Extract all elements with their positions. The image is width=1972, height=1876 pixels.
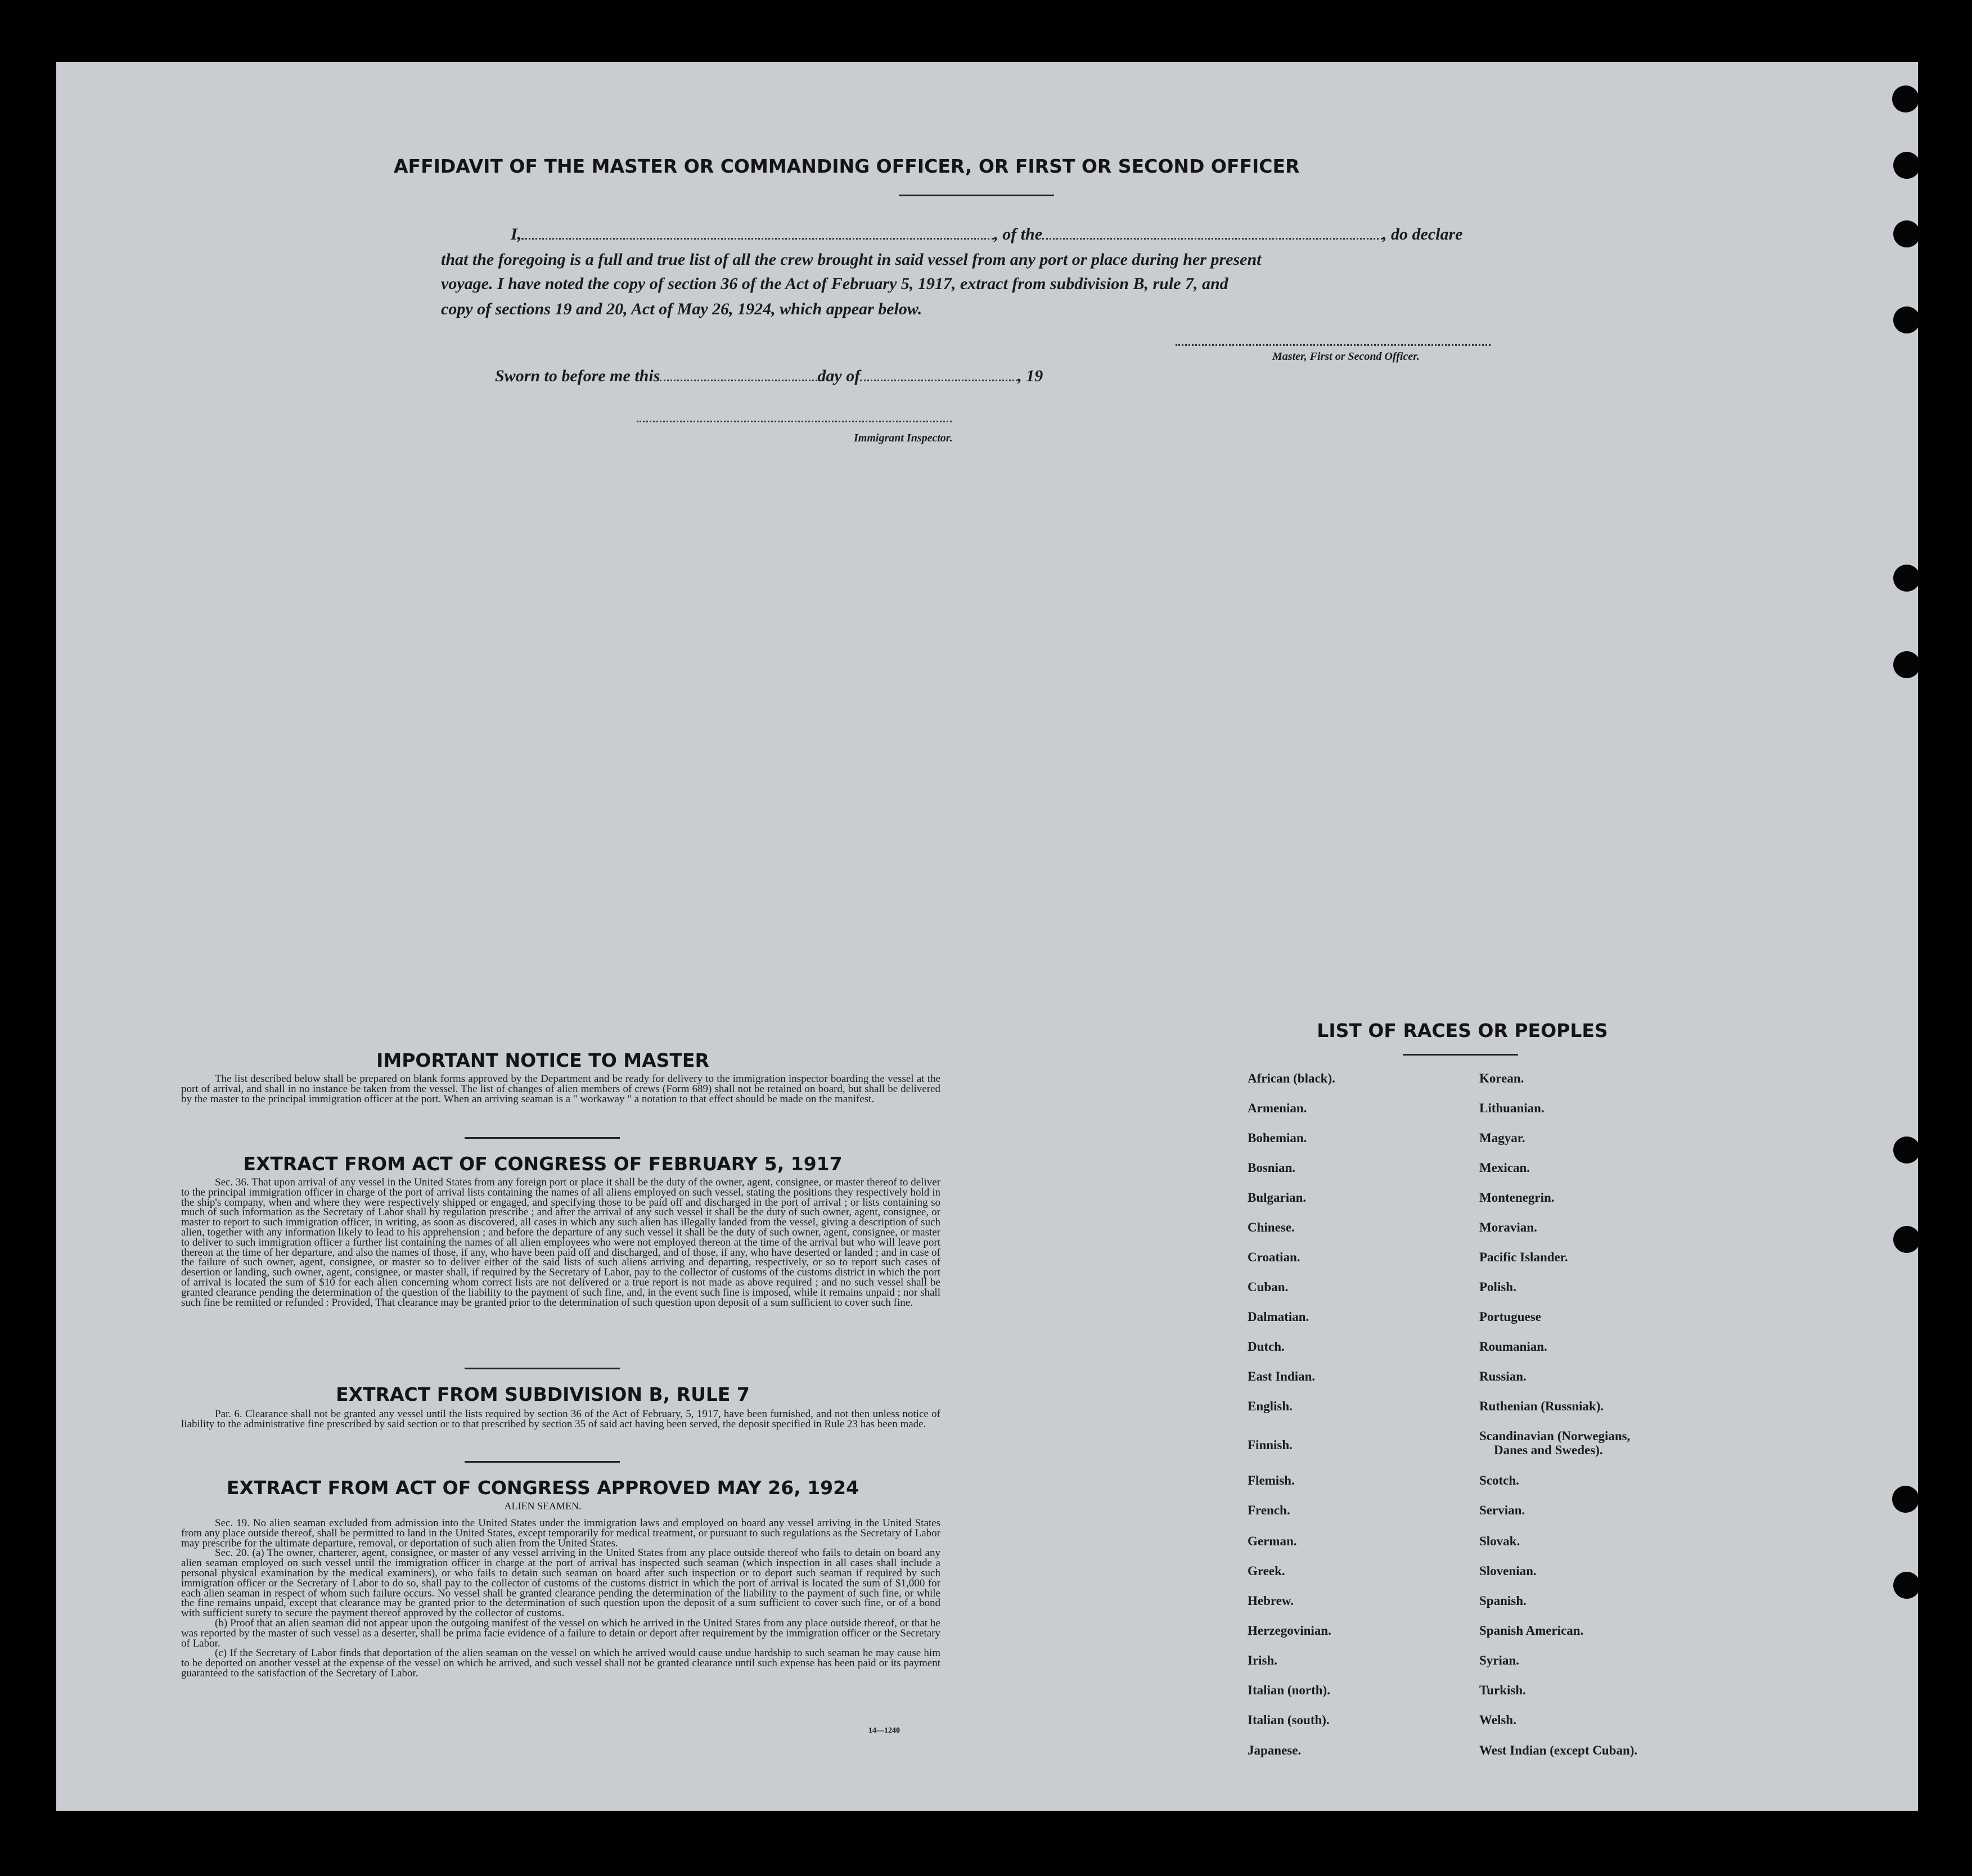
race-left: Bohemian. (1248, 1131, 1307, 1145)
extract-1924-text (181, 1518, 940, 1679)
binder-hole (1893, 152, 1920, 179)
race-right: Servian. (1479, 1503, 1525, 1517)
binder-hole (1893, 220, 1920, 247)
binder-hole (1893, 565, 1920, 592)
races-title: LIST OF RACES OR PEOPLES (1317, 1020, 1608, 1041)
race-left: French. (1248, 1503, 1290, 1517)
race-left: Italian (south). (1248, 1713, 1330, 1727)
affidavit-rule (899, 195, 1054, 196)
sworn-line (495, 367, 1043, 386)
races-rule (1403, 1054, 1518, 1056)
notice-text (181, 1074, 940, 1104)
race-left: Japanese. (1248, 1743, 1302, 1757)
name-blank (521, 236, 994, 240)
inspector-signature-line (637, 421, 952, 422)
race-right: Polish. (1479, 1280, 1516, 1294)
race-right: Pacific Islander. (1479, 1250, 1568, 1264)
form-number: 14—1240 (868, 1726, 900, 1735)
inspector-signature-label: Immigrant Inspector. (854, 432, 953, 444)
sec-20c-paragraph: (c) If the Secretary of Labor finds that deportation of the alien seaman on the vessel on which he arrived would cause undue hardship to such seaman he may cause him to be deported on another vessel at the expense of the vessel on which he arrived, and such vessel shall not be granted clearance until such expense has been paid or its payment guaranteed to the satisfaction of the Secretary of Labor. (181, 1647, 940, 1679)
notice-paragraph: The list described below shall be prepared on blank forms approved by the Department and be ready for delivery to the immigration inspector boarding the vessel at the port of arrival, and shall in no instance be taken from the vessel. The list of changes of alien members of crews (Form 689) shall not be retained on board, but shall be delivered by the master to the principal immigration officer at the port. When an arriving seaman is a " workaway " a notation to that effect should be made on the manifest. (181, 1073, 940, 1105)
race-right: Slovenian. (1479, 1564, 1537, 1578)
race-right: Slovak. (1479, 1534, 1520, 1548)
race-right: Lithuanian. (1479, 1101, 1545, 1115)
race-right: Spanish American. (1479, 1624, 1584, 1638)
sworn-month-blank (860, 377, 1017, 381)
sworn-day-of: day of (817, 367, 861, 385)
binder-hole (1893, 306, 1920, 333)
race-left: Italian (north). (1248, 1683, 1330, 1697)
race-left: Chinese. (1248, 1220, 1295, 1234)
race-left: Dalmatian. (1248, 1310, 1309, 1324)
sec-36-paragraph: Sec. 36. That upon arrival of any vessel in the United States from any foreign port or place it shall be the duty of the owner, agent, consignee, or master thereof to deliver to the principal immigration officer in charge of the port of arrival lists containing the names of all aliens employed on such vessel, stating the positions they respectively hold in the ship's company, when and where they were respectively shipped or engaged, and specifying those to be paid off and discharged in the port of arrival ; or lists containing so much of such information as the Secretary of Labor shall by regulation prescribe ; and after the arrival of any such vessel it shall be the duty of such owner, agent, consignee, or master to report to such immigration officer, in writing, as soon as discovered, all cases in which any such alien has illegally landed from the vessel, giving a description of such alien, together with any information likely to lead to his apprehension ; and before the departure of any such vessel it shall be the duty of such owner, agent, consignee, or master to deliver to such immigration officer a further list containing the names of all alien employees who were not employed thereon at the time of the arrival but who will leave port thereon at the time of her departure, and also the names of those, if any, who have been paid off and discharged, and of those, if any, who have deserted or landed ; and in case of the failure of such owner, agent, consignee, or master so to deliver either of the said lists of such aliens arriving and departing, respectively, or so to report such cases of desertion or landing, such owner, agent, consignee, or master shall, if required by the Secretary of Labor, pay to the collector of customs of the customs district in which the port of arrival is located the sum of $10 for each alien concerning whom correct lists are not delivered or a true report is not made as above required ; and no such vessel shall be granted clearance pending the determination of the question of the liability to the payment of such fine, and, in the event such fine is imposed, while it remains unpaid ; nor shall such fine be remitted or refunded : Provided, That clearance may be granted prior to the determination of such question upon deposit of a sum sufficient to cover such fine. (181, 1176, 940, 1309)
race-right: Magyar. (1479, 1131, 1525, 1145)
extract-1917-text (181, 1178, 940, 1307)
notice-title: IMPORTANT NOTICE TO MASTER (376, 1049, 709, 1071)
race-right: Russian. (1479, 1369, 1527, 1383)
binder-hole (1893, 1572, 1920, 1599)
race-right: West Indian (except Cuban). (1479, 1743, 1638, 1757)
binder-hole (1893, 1137, 1920, 1164)
race-right: Portuguese (1479, 1310, 1541, 1324)
affidavit-title: AFFIDAVIT OF THE MASTER OR COMMANDING OFFICER, OR FIRST OR SECOND OFFICER (394, 155, 1300, 177)
race-right: Scotch. (1479, 1473, 1519, 1487)
race-left: German. (1248, 1534, 1297, 1548)
binder-hole (1892, 85, 1919, 112)
race-left: Herzegovinian. (1248, 1624, 1331, 1638)
race-left: Bulgarian. (1248, 1190, 1307, 1205)
race-right: Syrian. (1479, 1653, 1519, 1667)
extract-1917-rule (465, 1368, 620, 1369)
binder-hole (1893, 1226, 1920, 1253)
affidavit-line-3: voyage. I have noted the copy of section 36 of the Act of February 5, 1917, extract from subdivision B, rule 7, and (441, 274, 1228, 293)
race-left: Irish. (1248, 1653, 1278, 1667)
race-left: Cuban. (1248, 1280, 1289, 1294)
affidavit-line-4: copy of sections 19 and 20, Act of May 26, 1924, which appear below. (441, 300, 922, 318)
race-right: Turkish. (1479, 1683, 1526, 1697)
alien-seamen-subtitle: ALIEN SEAMEN. (504, 1500, 582, 1512)
extract-rule7-text (181, 1409, 940, 1429)
race-right: Moravian. (1479, 1220, 1537, 1234)
affidavit-line-1 (511, 225, 1462, 244)
race-right: Ruthenian (Russniak). (1479, 1399, 1604, 1413)
sworn-year: , 19 (1017, 367, 1043, 385)
affidavit-of-the: , of the (994, 225, 1043, 243)
sec-20a-paragraph: Sec. 20. (a) The owner, charterer, agent, consignee, or master of any vessel arriving in the United States from any place outside thereof who fails to detain on board any alien seaman employed on such vessel until the immigration officer in charge at the port of arrival has inspected such seaman (which inspection in all cases shall include a personal physical examination by the medical examiners), or who fails to detain such seaman on board after such inspection or to deport such seaman if required by such immigration officer or the Secretary of Labor to do so, shall pay to the collector of customs of the customs district in which the port of arrival is located the sum of $1,000 for each alien seaman in respect of whom such failure occurs. No vessel shall be granted clearance pending the determination of the liability to the payment of such fine, or while the fine remains unpaid, except that clearance may be granted prior to the determination of such question upon the deposit of a sum sufficient to cover such fine, or of a bond with sufficient surety to secure the payment thereof approved by the collector of customs. (181, 1547, 940, 1620)
extract-1924-title: EXTRACT FROM ACT OF CONGRESS APPROVED MAY 26, 1924 (226, 1477, 859, 1499)
race-left: Bosnian. (1248, 1161, 1296, 1175)
race-right-continuation: Danes and Swedes). (1494, 1443, 1603, 1457)
par-6-paragraph: Par. 6. Clearance shall not be granted any vessel until the lists required by section 36 of the Act of February, 5, 1917, have been furnished, and not then unless notice of liability to the administrative fine prescribed by said section or to that prescribed by section 35 of said act having been served, the deposit specified in Rule 23 has been made. (181, 1408, 940, 1430)
race-left: Croatian. (1248, 1250, 1300, 1264)
race-right: Montenegrin. (1479, 1190, 1555, 1205)
race-right: Scandinavian (Norwegians, (1479, 1429, 1631, 1443)
binder-hole (1893, 651, 1920, 678)
sec-20b-paragraph: (b) Proof that an alien seaman did not appear upon the outgoing manifest of the vessel on which he arrived in the United States from any place outside thereof, or that he was reported by the master of such vessel as a deserter, shall be prima facie evidence of a failure to detain or deport after requirement by the immigration officer or the Secretary of Labor. (181, 1617, 940, 1649)
extract-1917-title: EXTRACT FROM ACT OF CONGRESS OF FEBRUARY 5, 1917 (243, 1153, 843, 1175)
sworn-text: Sworn to before me this (495, 367, 660, 385)
race-right: Mexican. (1479, 1161, 1530, 1175)
vessel-blank (1042, 236, 1383, 240)
race-left: Finnish. (1248, 1438, 1293, 1452)
race-left: Greek. (1248, 1564, 1285, 1578)
notice-rule (465, 1137, 620, 1139)
race-left: Flemish. (1248, 1473, 1295, 1487)
race-left: English. (1248, 1399, 1293, 1413)
race-right: Spanish. (1479, 1594, 1527, 1608)
master-signature-line (1176, 344, 1491, 346)
race-left: Armenian. (1248, 1101, 1307, 1115)
race-right: Welsh. (1479, 1713, 1516, 1727)
extract-rule7-title: EXTRACT FROM SUBDIVISION B, RULE 7 (336, 1383, 750, 1405)
binder-hole (1892, 1486, 1919, 1513)
affidavit-line-2: that the foregoing is a full and true list of all the crew brought in said vessel from any port or place during her present (441, 250, 1262, 269)
affidavit-i: I, (511, 225, 522, 243)
race-right: Korean. (1479, 1071, 1524, 1085)
race-left: Dutch. (1248, 1340, 1285, 1354)
master-signature-label: Master, First or Second Officer. (1272, 350, 1420, 363)
sec-19-paragraph: Sec. 19. No alien seaman excluded from admission into the United States under the immigration laws and employed on board any vessel arriving in the United States from any place outside thereof, shall be permitted to land in the United States, except temporarily for medical treatment, or pursuant to such regulations as the Secretary of Labor may prescribe for the ultimate departure, removal, or deportation of such alien from the United States. (181, 1517, 940, 1549)
race-left: East Indian. (1248, 1369, 1316, 1383)
affidavit-declare: , do declare (1383, 225, 1463, 243)
sworn-day-blank (660, 377, 817, 381)
race-right: Roumanian. (1479, 1340, 1547, 1354)
extract-rule7-rule (465, 1461, 620, 1463)
race-left: Hebrew. (1248, 1594, 1294, 1608)
race-left: African (black). (1248, 1071, 1335, 1085)
